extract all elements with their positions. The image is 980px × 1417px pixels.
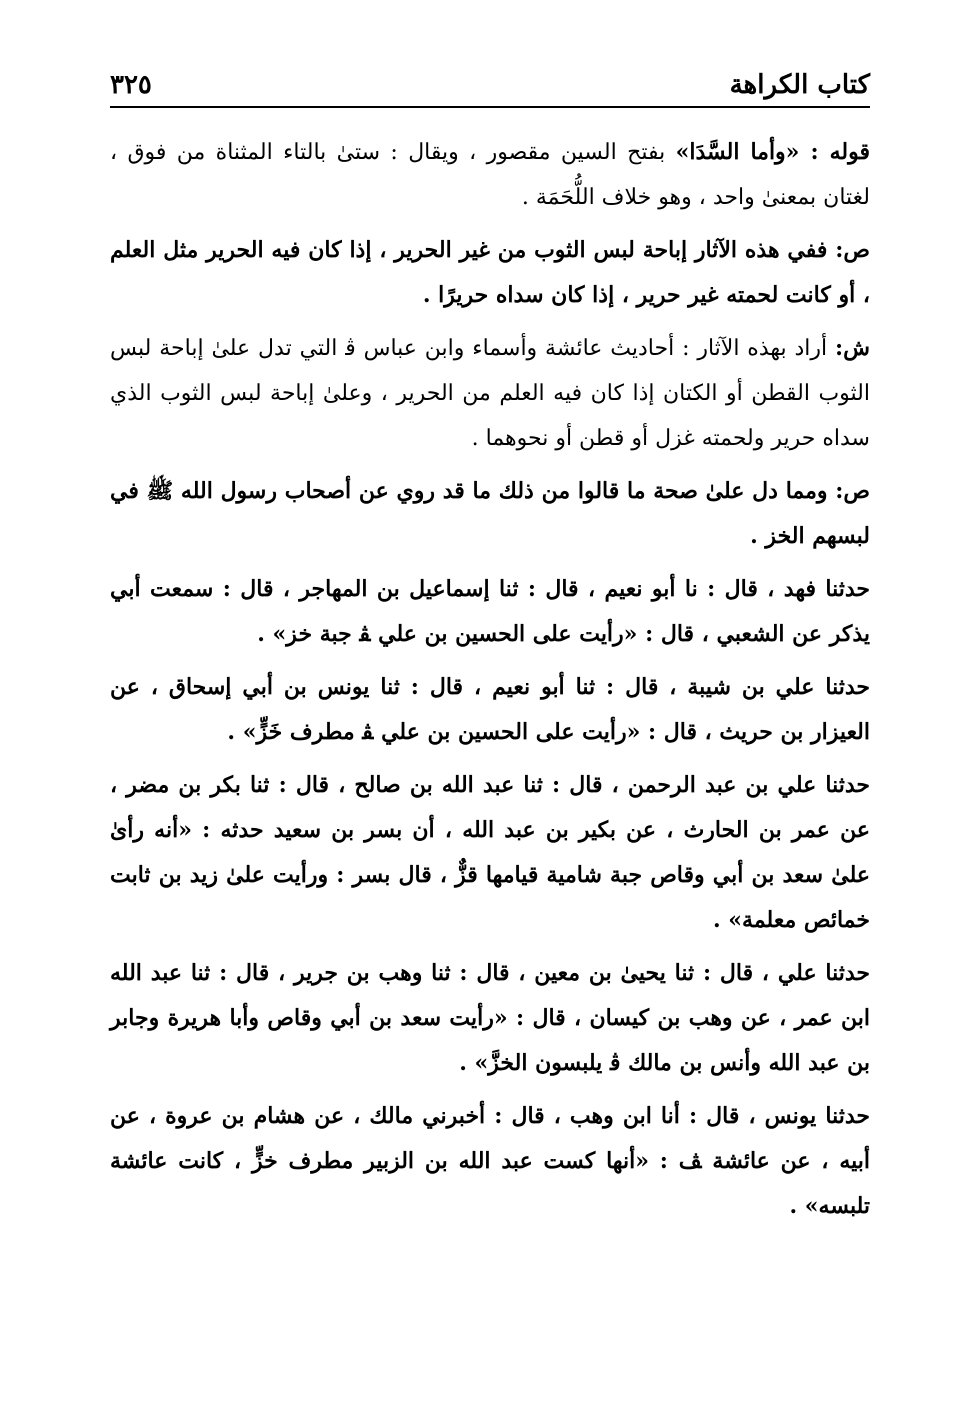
paragraph-text: ومما دل علىٰ صحة ما قالوا من ذلك ما قد روي عن أصحاب رسول الله ﷺ في لبسهم الخز .	[110, 478, 870, 549]
page-content	[110, 130, 870, 1229]
paragraph	[110, 228, 870, 318]
paragraph-text: بفتح السين مقصور ، ويقال : ستىٰ بالتاء المثناة من فوق ، لغتان بمعنىٰ واحد ، وهو خلاف اللُّحَمَة .	[110, 140, 870, 210]
paragraph	[110, 1094, 870, 1229]
paragraph	[110, 665, 870, 755]
paragraph	[110, 130, 870, 220]
paragraph-text: حدثنا علي ، قال : ثنا يحيىٰ بن معين ، قال : ثنا وهب بن جرير ، قال : ثنا عبد الله ابن عمر ، عن وهب بن كيسان ، قال : «رأيت سعد بن أبي وقاص وأبا هريرة وجابر بن عبد الله وأنس بن مالك ﭬ يلبسون الخزَّ» .	[110, 960, 870, 1076]
paragraph-text: حدثنا علي بن شيبة ، قال : ثنا أبو نعيم ، قال : ثنا يونس بن أبي إسحاق ، عن العيزار بن حريث ، قال : «رأيت على الحسين بن علي ﭭ مطرف خَزٍّ» .	[110, 674, 870, 745]
paragraph	[110, 469, 870, 559]
paragraph-text: حدثنا فهد ، قال : نا أبو نعيم ، قال : ثنا إسماعيل بن المهاجر ، قال : سمعت أبي يذكر عن الشعبي ، قال : «رأيت على الحسين بن علي ﭭ جبة خز» .	[110, 576, 870, 647]
paragraph	[110, 951, 870, 1086]
paragraph	[110, 567, 870, 657]
page-number: ٣٢٥	[110, 70, 152, 100]
paragraph-text: حدثنا علي بن عبد الرحمن ، قال : ثنا عبد الله بن صالح ، قال : ثنا بكر بن مضر ، عن عمر بن الحارث ، عن بكير بن عبد الله ، أن بسر بن سعيد حدثه : «أنه رأىٰ علىٰ سعد بن أبي وقاص جبة شامية قيامها قزٌّ ، قال بسر : ورأيت علىٰ زيد بن ثابت خمائص معلمة» .	[110, 772, 870, 933]
paragraph-text: حدثنا يونس ، قال : أنا ابن وهب ، قال : أخبرني مالك ، عن هشام بن عروة ، عن أبيه ، عن عائشة ﭫ : «أنها كست عبد الله بن الزبير مطرف خزٍّ ، كانت عائشة تلبسه» .	[110, 1103, 870, 1219]
paragraph-lead: ص:	[835, 237, 870, 263]
paragraph-text: أراد بهذه الآثار : أحاديث عائشة وأسماء وابن عباس ﭬ التي تدل علىٰ إباحة لبس الثوب القطن أو الكتان إذا كان فيه العلم من الحرير ، وعلىٰ إباحة لبس الثوب الذي سداه حرير ولحمته غزل أو قطن أو نحوهما .	[110, 336, 870, 451]
book-title: كتاب الكراهة	[729, 70, 870, 100]
paragraph-lead: قوله : «وأما السَّدَا»	[675, 139, 870, 165]
paragraph-lead: ش:	[835, 335, 870, 361]
page	[110, 50, 870, 1237]
paragraph	[110, 326, 870, 461]
page-header	[110, 50, 870, 108]
paragraph-lead: ص:	[835, 478, 870, 504]
paragraph-text: ففي هذه الآثار إباحة لبس الثوب من غير الحرير ، إذا كان فيه الحرير مثل العلم ، أو كانت لحمته غير حرير ، إذا كان سداه حريرًا .	[110, 237, 870, 308]
paragraph	[110, 763, 870, 943]
